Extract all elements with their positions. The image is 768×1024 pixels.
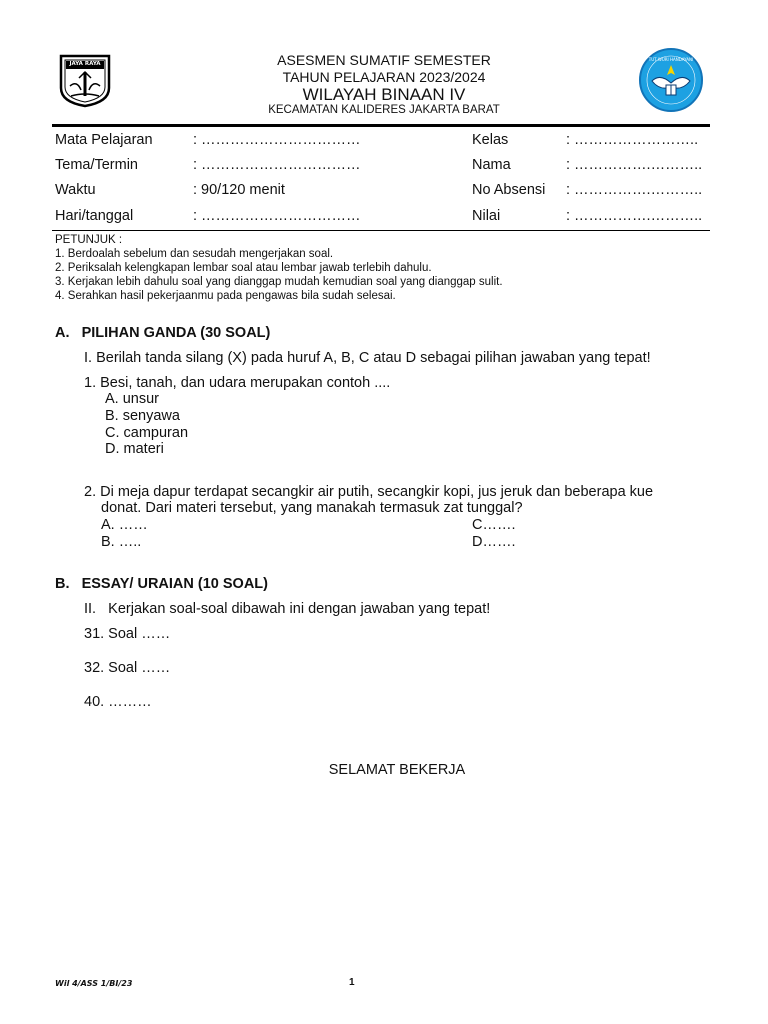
- field-value-tema-termin: : ……………………………: [193, 157, 361, 173]
- section-b-instruction: II. Kerjakan soal-soal dibawah ini dengan jawaban yang tepat!: [84, 601, 491, 617]
- essay-item-32: 32. Soal ……: [84, 660, 171, 676]
- petunjuk-item-4: 4. Serahkan hasil pekerjaanmu pada pengawas bila sudah selesai.: [55, 290, 396, 302]
- header-title-line1: ASESMEN SUMATIF SEMESTER: [277, 52, 491, 68]
- question-1-option-a: A. unsur: [105, 391, 159, 407]
- question-2-option-a: A. ……: [101, 517, 148, 533]
- header-title-line3: WILAYAH BINAAN IV: [302, 85, 466, 104]
- question-1-option-b: B. senyawa: [105, 408, 180, 424]
- question-2-line2: donat. Dari materi tersebut, yang manakah termasuk zat tunggal?: [101, 500, 523, 516]
- tut-wuri-handayani-logo-text: TUT WURI HANDAYANI: [648, 57, 694, 62]
- field-label-hari-tanggal: Hari/tanggal: [55, 208, 134, 224]
- field-value-nilai: : …………….………..: [566, 208, 703, 224]
- essay-item-40: 40. ………: [84, 694, 152, 710]
- field-value-hari-tanggal: : ……………………………: [193, 208, 361, 224]
- field-label-mata-pelajaran: Mata Pelajaran: [55, 132, 153, 148]
- field-label-no-absensi: No Absensi: [472, 182, 546, 198]
- field-label-nama: Nama: [472, 157, 511, 173]
- field-label-waktu: Waktu: [55, 182, 96, 198]
- petunjuk-item-2: 2. Periksalah kelengkapan lembar soal atau lembar jawab terlebih dahulu.: [55, 262, 432, 274]
- header-divider: [52, 124, 710, 127]
- footer-document-code: Wil 4/ASS 1/BI/23: [55, 979, 133, 988]
- fields-divider: [52, 230, 710, 231]
- question-1-text: 1. Besi, tanah, dan udara merupakan contoh ....: [84, 375, 391, 391]
- field-value-kelas: : ……………………..: [566, 132, 699, 148]
- question-2-option-c: C…….: [472, 517, 516, 533]
- field-value-mata-pelajaran: : ……………………………: [193, 132, 361, 148]
- field-value-nama: : …………….………..: [566, 157, 703, 173]
- petunjuk-item-1: 1. Berdoalah sebelum dan sesudah mengerjakan soal.: [55, 248, 334, 260]
- section-a-instruction: I. Berilah tanda silang (X) pada huruf A, B, C atau D sebagai pilihan jawaban yang tepat!: [84, 350, 651, 366]
- question-1-option-c: C. campuran: [105, 425, 189, 441]
- question-2-option-d: D…….: [472, 534, 516, 550]
- section-a-title: A. PILIHAN GANDA (30 SOAL): [55, 325, 271, 341]
- section-b-title: B. ESSAY/ URAIAN (10 SOAL): [55, 576, 268, 592]
- field-label-kelas: Kelas: [472, 132, 509, 148]
- field-value-no-absensi: : …………….………..: [566, 182, 703, 198]
- field-label-tema-termin: Tema/Termin: [55, 157, 138, 173]
- petunjuk-item-3: 3. Kerjakan lebih dahulu soal yang dianggap mudah kemudian soal yang dianggap sulit.: [55, 276, 503, 288]
- footer-page-number: 1: [349, 977, 355, 988]
- jaya-raya-logo-text: JAYA RAYA: [69, 61, 101, 67]
- field-label-nilai: Nilai: [472, 208, 501, 224]
- header-title-line2: TAHUN PELAJARAN 2023/2024: [282, 69, 486, 85]
- field-value-waktu: : 90/120 menit: [193, 182, 285, 198]
- petunjuk-title: PETUNJUK :: [55, 234, 123, 246]
- question-2-line1: 2. Di meja dapur terdapat secangkir air putih, secangkir kopi, jus jeruk dan beberapa kue: [84, 484, 654, 500]
- question-2-option-b: B. …..: [101, 534, 142, 550]
- essay-item-31: 31. Soal ……: [84, 626, 171, 642]
- closing-text: SELAMAT BEKERJA: [328, 762, 466, 778]
- header-title-line4: KECAMATAN KALIDERES JAKARTA BARAT: [268, 104, 500, 116]
- question-1-option-d: D. materi: [105, 441, 164, 457]
